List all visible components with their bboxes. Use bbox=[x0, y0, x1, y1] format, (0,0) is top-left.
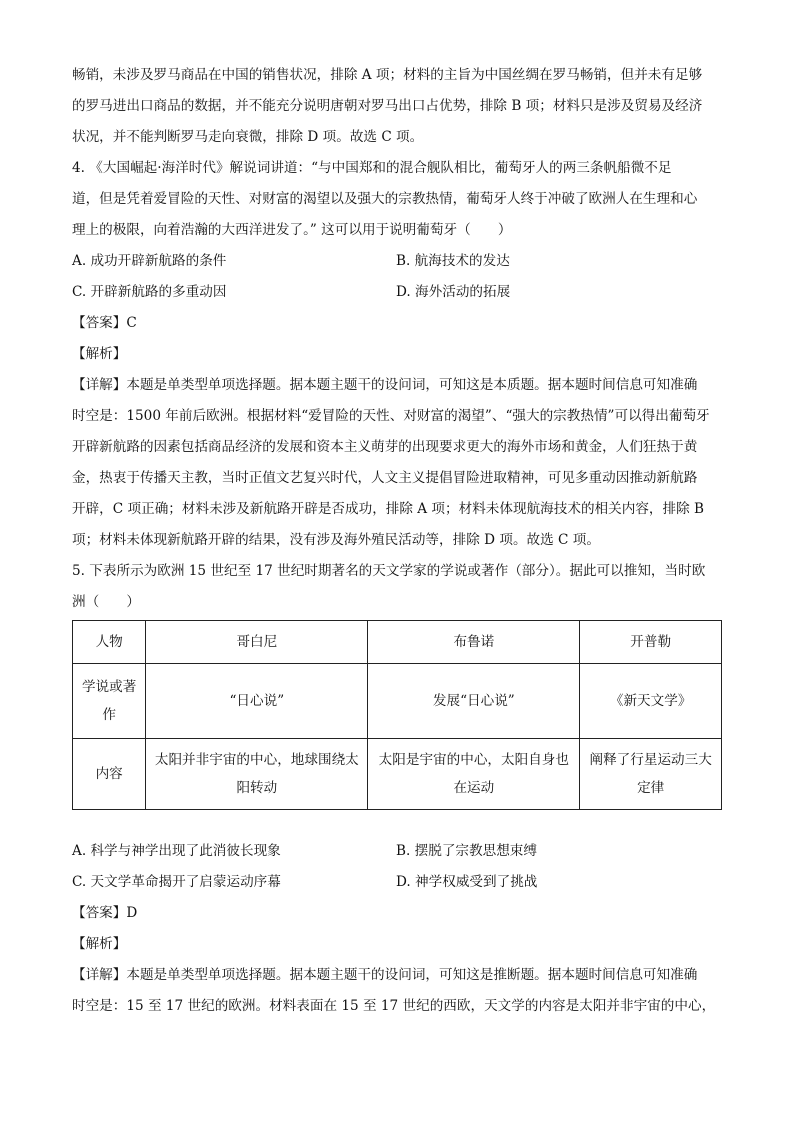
option-b: B. 摆脱了宗教思想束缚 bbox=[396, 843, 537, 859]
question-stem-line: 5. 下表所示为欧洲 15 世纪至 17 世纪时期著名的天文学家的学说或著作（部分）。据此可以推知，当时欧 bbox=[72, 563, 706, 579]
detail-line: 开辟新航路的因素包括商品经济的发展和资本主义萌芽的出现要求更大的海外市场和黄金，人们狂热于黄 bbox=[72, 439, 698, 455]
table-row bbox=[73, 664, 722, 739]
analysis-label: 【解析】 bbox=[72, 936, 127, 952]
astronomers-table bbox=[72, 620, 722, 810]
question-4 bbox=[72, 153, 722, 556]
option-c: C. 天文学革命揭开了启蒙运动序幕 bbox=[72, 874, 281, 890]
table-cell: 内容 bbox=[73, 739, 146, 810]
table-cell: “日心说” bbox=[146, 664, 368, 739]
options-row bbox=[72, 867, 722, 898]
question-stem-line: 道，但是凭着爱冒险的天性、对财富的渴望以及强大的宗教热情，葡萄牙人终于冲破了欧洲人在生理和心 bbox=[72, 191, 698, 207]
previous-analysis bbox=[72, 60, 722, 153]
option-c: C. 开辟新航路的多重动因 bbox=[72, 284, 227, 300]
table-cell: 太阳是宇宙的中心，太阳自身也在运动 bbox=[368, 739, 580, 810]
document-page bbox=[72, 60, 722, 1022]
detail-line: 【详解】本题是单类型单项选择题。据本题主题干的设问词，可知这是本质题。据本题时间信息可知准确 bbox=[72, 377, 698, 393]
table-cell: 开普勒 bbox=[580, 621, 722, 664]
detail-line: 金，热衷于传播天主教，当时正值文艺复兴时代，人文主义提倡冒险进取精神，可见多重动因推动新航路 bbox=[72, 470, 698, 486]
table-row bbox=[73, 739, 722, 810]
answer-label: 【答案】C bbox=[72, 315, 137, 331]
table-cell: 布鲁诺 bbox=[368, 621, 580, 664]
option-d: D. 海外活动的拓展 bbox=[396, 284, 511, 300]
table-cell: 人物 bbox=[73, 621, 146, 664]
table-cell: 学说或著作 bbox=[73, 664, 146, 739]
options-row bbox=[72, 277, 722, 308]
question-5 bbox=[72, 556, 722, 1022]
analysis-label: 【解析】 bbox=[72, 346, 127, 362]
option-d: D. 神学权威受到了挑战 bbox=[396, 874, 538, 890]
option-b: B. 航海技术的发达 bbox=[396, 253, 510, 269]
detail-line: 时空是：1500 年前后欧洲。根据材料“爱冒险的天性、对财富的渴望”、“强大的宗教热情”可以得出葡萄牙 bbox=[72, 408, 710, 424]
question-stem-line: 理上的极限，向着浩瀚的大西洋进发了。” 这可以用于说明葡萄牙（ ） bbox=[72, 222, 512, 238]
detail-line: 项；材料未体现新航路开辟的结果，没有涉及海外殖民活动等，排除 D 项。故选 C 项。 bbox=[72, 532, 600, 548]
text-line: 状况，并不能判断罗马走向衰微，排除 D 项。故选 C 项。 bbox=[72, 129, 424, 145]
table-cell: 发展“日心说” bbox=[368, 664, 580, 739]
option-a: A. 科学与神学出现了此消彼长现象 bbox=[72, 843, 281, 859]
text-line: 畅销，未涉及罗马商品在中国的销售状况，排除 A 项；材料的主旨为中国丝绸在罗马畅销，但并未有足够 bbox=[72, 67, 703, 83]
detail-line: 时空是：15 至 17 世纪的欧洲。材料表面在 15 至 17 世纪的西欧，天文学的内容是太阳并非宇宙的中心， bbox=[72, 998, 716, 1014]
table-cell: 阐释了行星运动三大定律 bbox=[580, 739, 722, 810]
option-a: A. 成功开辟新航路的条件 bbox=[72, 253, 227, 269]
detail-line: 开辟，C 项正确；材料未涉及新航路开辟是否成功，排除 A 项；材料未体现航海技术的相关内容，排除 B bbox=[72, 501, 705, 517]
question-stem-line: 洲（ ） bbox=[72, 594, 140, 610]
table-cell: 太阳并非宇宙的中心，地球围绕太阳转动 bbox=[146, 739, 368, 810]
answer-label: 【答案】D bbox=[72, 905, 138, 921]
text-line: 的罗马进出口商品的数据，并不能充分说明唐朝对罗马出口占优势，排除 B 项；材料只是涉及贸易及经济 bbox=[72, 98, 703, 114]
table-cell: 哥白尼 bbox=[146, 621, 368, 664]
options-row bbox=[72, 246, 722, 277]
question-stem-line: 4. 《大国崛起·海洋时代》解说词讲道：“与中国郑和的混合舰队相比，葡萄牙人的两三条帆船微不足 bbox=[72, 160, 672, 176]
table-row bbox=[73, 621, 722, 664]
options-row bbox=[72, 836, 722, 867]
table-cell: 《新天文学》 bbox=[580, 664, 722, 739]
detail-line: 【详解】本题是单类型单项选择题。据本题主题干的设问词，可知这是推断题。据本题时间信息可知准确 bbox=[72, 967, 698, 983]
